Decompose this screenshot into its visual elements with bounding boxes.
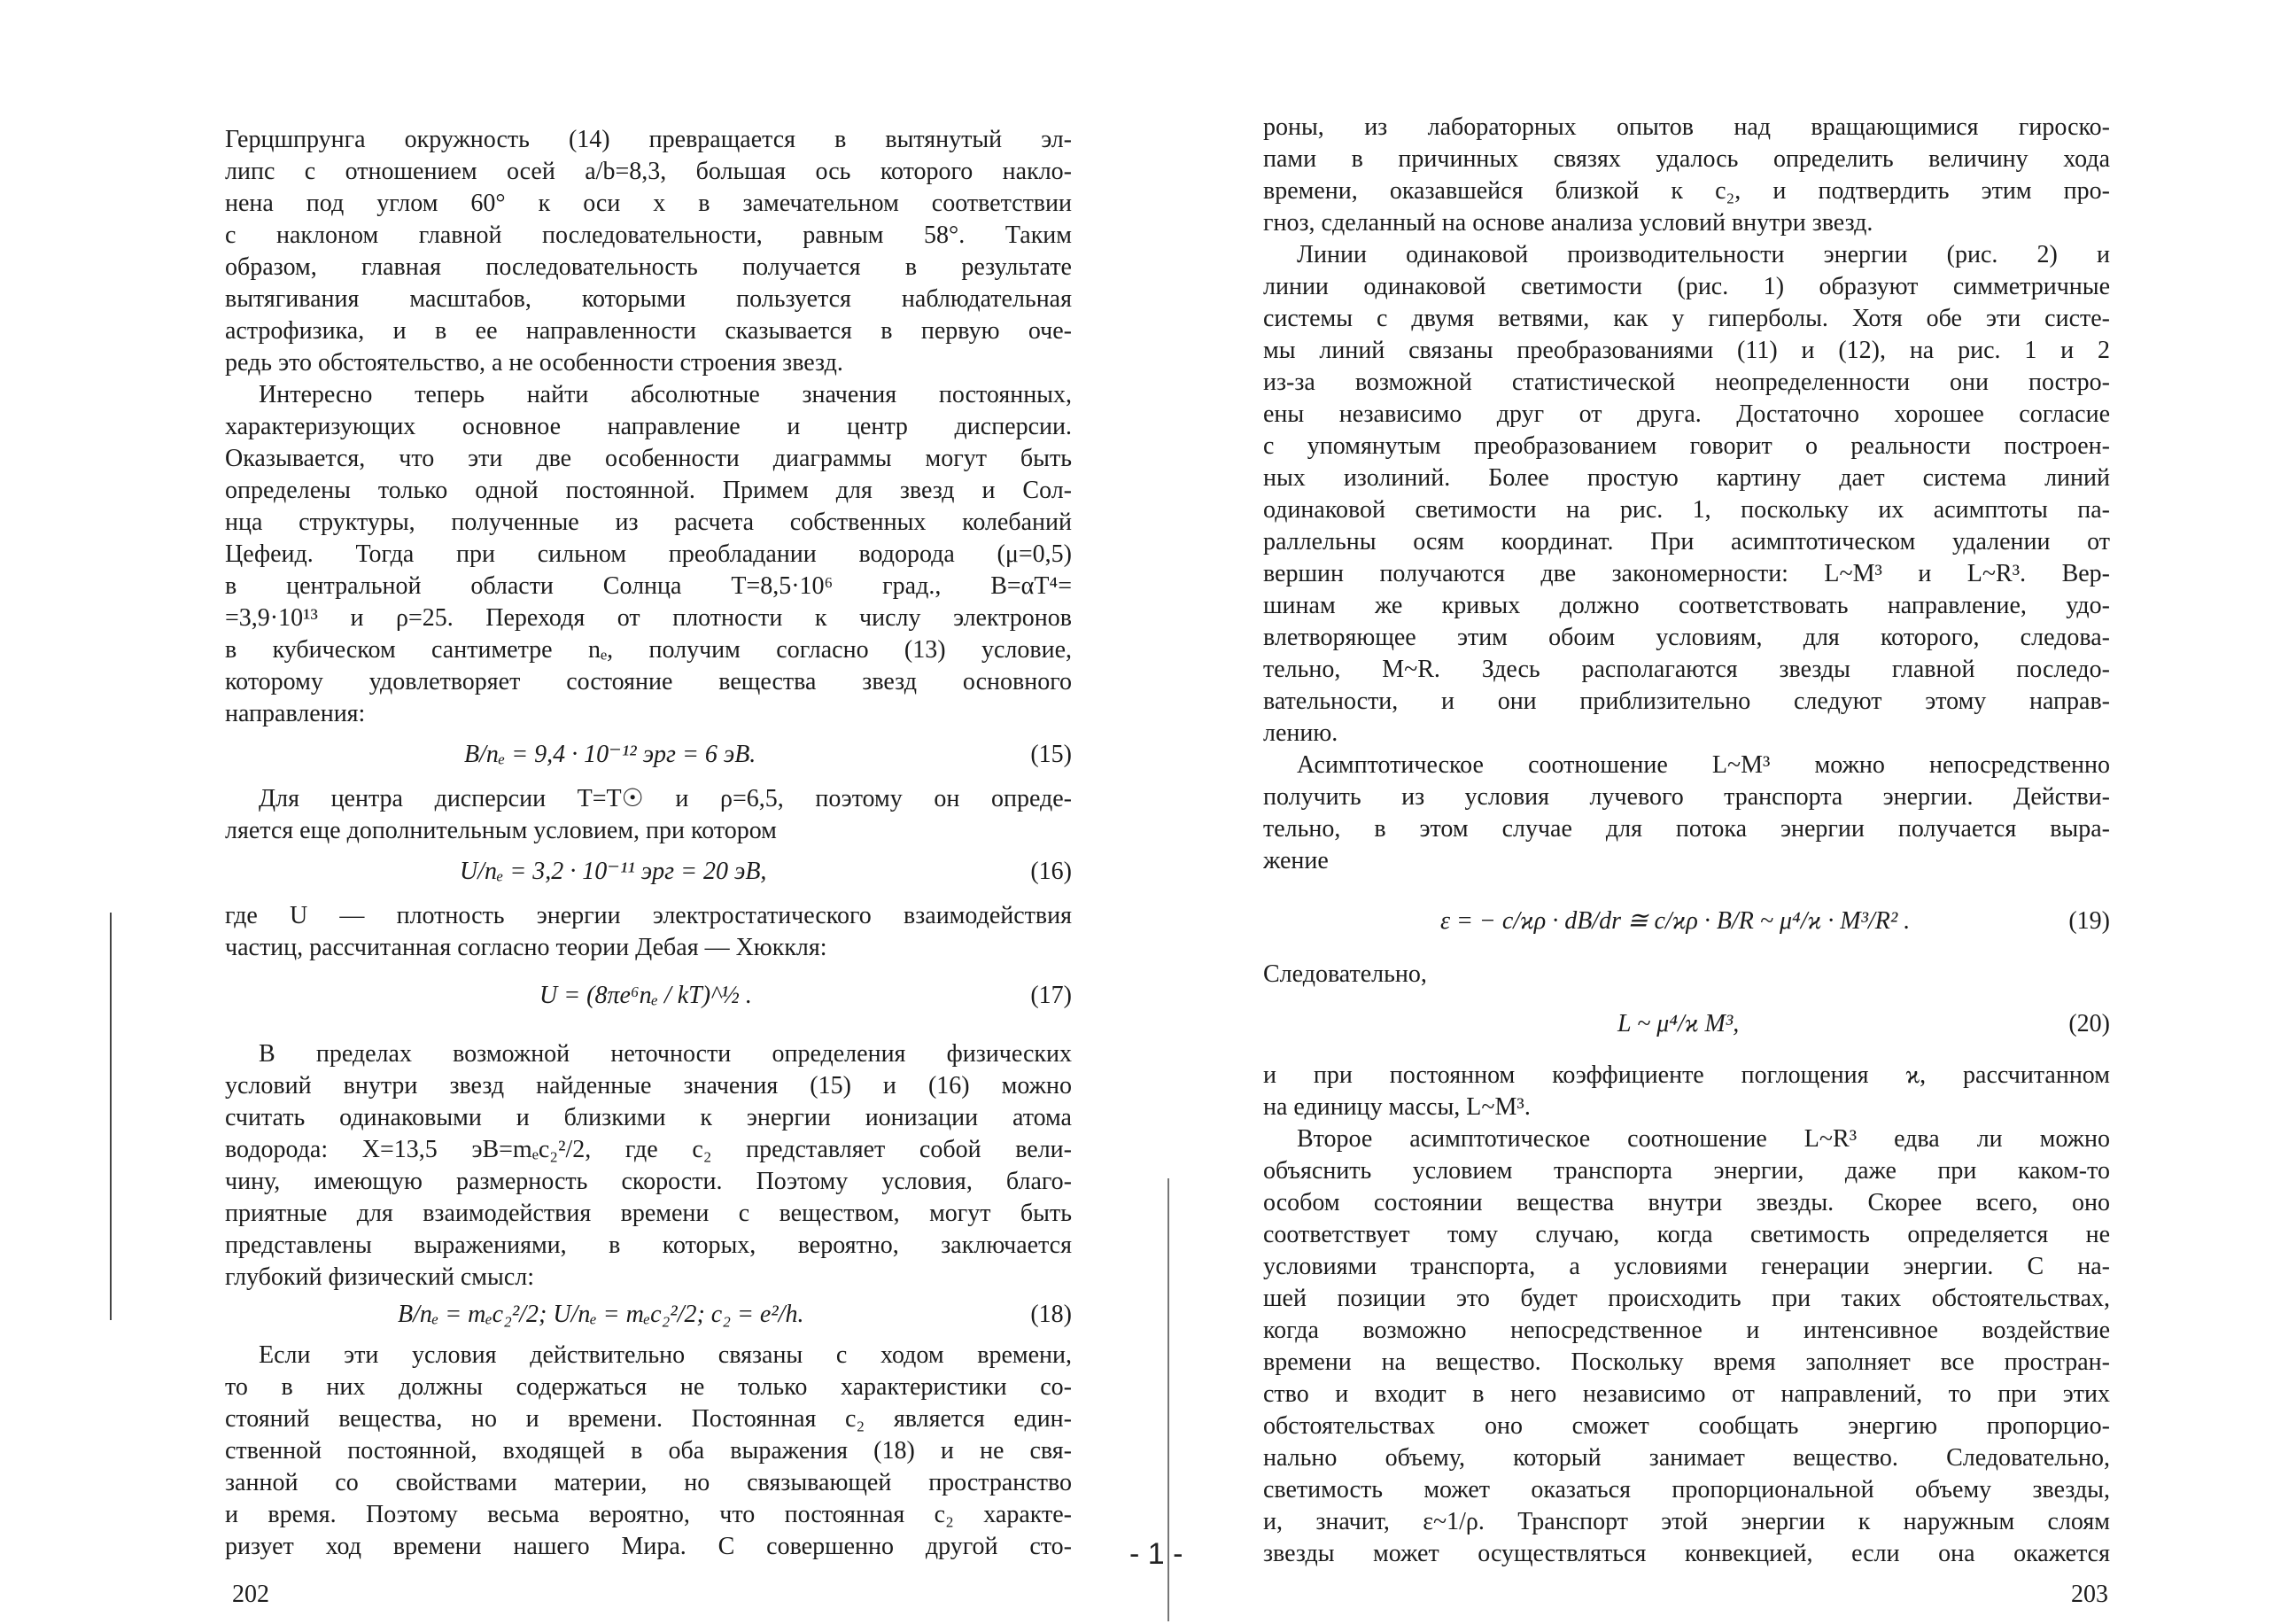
text-line: звезды может осуществляться конвекцией, если она окажется xyxy=(1263,1540,2110,1567)
text-line: Цефеид. Тогда при сильном преобладании водорода (μ=0,5) xyxy=(225,540,1072,568)
text-line: когда возможно непосредственное и интенсивное воздействие xyxy=(1263,1317,2110,1344)
page-number: 202 xyxy=(232,1581,269,1608)
left-margin-rule xyxy=(110,913,112,1320)
text-line: =3,9·10¹³ и ρ=25. Переходя от плотности к числу электронов xyxy=(225,604,1072,632)
text-line: Линии одинаковой производительности энергии (рис. 2) и xyxy=(1297,241,2110,268)
text-line: представлены выражениями, в которых, вероятно, заключается xyxy=(225,1232,1072,1259)
equation-expression: U/nₑ = 3,2 · 10⁻¹¹ эрг = 20 эВ, xyxy=(460,858,767,885)
text-line: соответствует тому случаю, когда светимость определяется не xyxy=(1263,1221,2110,1248)
equation-expression: L ~ μ⁴/ϰ M³, xyxy=(1617,1010,1740,1037)
text-line: определены только одной постоянной. Примем для звезд и Сол- xyxy=(225,477,1072,504)
text-line: вательности, и они приблизительно следуют этому направ- xyxy=(1263,688,2110,715)
equation-expression: B/nₑ = mₑc₂²/2; U/nₑ = mₑc₂²/2; c₂ = e²/h. xyxy=(398,1301,804,1328)
equation-15 xyxy=(225,737,1072,773)
right-page xyxy=(1263,0,2110,1624)
text-line: системы с двумя ветвями, как у гиперболы. Хотя обе эти систе- xyxy=(1263,305,2110,332)
text-line: обстоятельствах оно сможет сообщать энергию пропорцио- xyxy=(1263,1412,2110,1440)
text-line: и, значит, ε~1/ρ. Транспорт этой энергии к наружным слоям xyxy=(1263,1508,2110,1535)
text-line: характеризующих основное направление и центр дисперсии. xyxy=(225,413,1072,440)
text-line: влетворяющее этим обоим условиям, для которого, следова- xyxy=(1263,624,2110,651)
equation-number: (20) xyxy=(2068,1010,2110,1037)
text-line: ство и входит в него независимо от направлений, то при этих xyxy=(1263,1380,2110,1408)
text-line: Оказывается, что эти две особенности диаграммы могут быть xyxy=(225,445,1072,472)
equation-expression: B/nₑ = 9,4 · 10⁻¹² эрг = 6 эВ. xyxy=(464,741,756,768)
text-line: из-за возможной статистической неопределенности они постро- xyxy=(1263,369,2110,396)
text-line: линии одинаковой светимости (рис. 1) образуют симметричные xyxy=(1263,273,2110,300)
text-line: пами в причинных связях удалось определить величину хода xyxy=(1263,145,2110,173)
left-page xyxy=(225,0,1072,1624)
equation-expression: ε = − c/ϰρ · dB/dr ≅ c/ϰρ · B/R ~ μ⁴/ϰ · M³/R² . xyxy=(1440,907,1911,935)
text-line: направления: xyxy=(225,700,366,727)
text-line: шей позиции это будет происходить при таких обстоятельствах, xyxy=(1263,1285,2110,1312)
text-line: времени, оказавшейся близкой к c₂, и подтвердить этим про- xyxy=(1263,177,2110,205)
text-line: вытягивания масштабов, которыми пользуется наблюдательная xyxy=(225,285,1072,313)
equation-16 xyxy=(225,854,1072,890)
text-line: лению. xyxy=(1263,719,1338,747)
equation-17 xyxy=(225,978,1072,1014)
text-line: Интересно теперь найти абсолютные значения постоянных, xyxy=(259,381,1072,408)
text-line: образом, главная последовательность получается в результате xyxy=(225,253,1072,281)
text-line: гноз, сделанный на основе анализа условий внутри звезд. xyxy=(1263,209,1873,237)
text-line: тельно, M~R. Здесь располагаются звезды главной последо- xyxy=(1263,656,2110,683)
text-line: занной со свойствами материи, но связывающей пространство xyxy=(225,1469,1072,1496)
equation-19 xyxy=(1263,904,2110,939)
text-line: условий внутри звезд найденные значения (15) и (16) можно xyxy=(225,1072,1072,1100)
text-line: считать одинаковыми и близкими к энергии ионизации атома xyxy=(225,1104,1072,1131)
equation-expression: U = (8πe⁶nₑ / kT)^½ . xyxy=(539,982,752,1009)
text-line: шинам же кривых должно соответствовать направление, удо- xyxy=(1263,592,2110,619)
equation-20 xyxy=(1263,1006,2110,1042)
text-line: нца структуры, полученные из расчета собственных колебаний xyxy=(225,509,1072,536)
page-number: 203 xyxy=(2071,1581,2108,1608)
equation-18 xyxy=(225,1297,1072,1333)
text-line: одинаковой светимости на рис. 1, поскольку их асимптоты па- xyxy=(1263,496,2110,524)
text-line: ных изолиний. Более простую картину дает система линий xyxy=(1263,464,2110,492)
equation-number: (17) xyxy=(1030,982,1072,1009)
text-line: где U — плотность энергии электростатического взаимодействия xyxy=(225,902,1072,929)
text-line: глубокий физический смысл: xyxy=(225,1263,535,1291)
text-line: ственной постоянной, входящей в оба выражения (18) и не свя- xyxy=(225,1437,1072,1465)
equation-number: (18) xyxy=(1030,1301,1072,1328)
text-line: астрофизика, и в ее направленности сказывается в первую оче- xyxy=(225,317,1072,345)
text-line: вершин получаются две закономерности: L~M³ и L~R³. Вер- xyxy=(1263,560,2110,587)
text-line: тельно, в этом случае для потока энергии получается выра- xyxy=(1263,815,2110,843)
text-line: роны, из лабораторных опытов над вращающимися гироско- xyxy=(1263,113,2110,141)
text-line: и время. Поэтому весьма вероятно, что постоянная c₂ характе- xyxy=(225,1501,1072,1528)
text-line: мы линий связаны преобразованиями (11) и (12), на рис. 1 и 2 xyxy=(1263,337,2110,364)
text-line: Следовательно, xyxy=(1263,960,1427,988)
text-line: ены независимо друг от друга. Достаточно хорошее согласие xyxy=(1263,400,2110,428)
text-line: ляется еще дополнительным условием, при котором xyxy=(225,817,777,844)
text-line: светимость может оказаться пропорциональной объему звезды, xyxy=(1263,1476,2110,1504)
text-line: то в них должны содержаться не только характеристики со- xyxy=(225,1373,1072,1401)
text-line: с наклоном главной последовательности, равным 58°. Таким xyxy=(225,221,1072,249)
equation-number: (16) xyxy=(1030,858,1072,885)
text-line: чину, имеющую размерность скорости. Поэтому условия, благо- xyxy=(225,1168,1072,1195)
text-line: которому удовлетворяет состояние вещества звезд основного xyxy=(225,668,1072,695)
text-line: с упомянутым преобразованием говорит о реальности построен- xyxy=(1263,432,2110,460)
equation-number: (19) xyxy=(2068,907,2110,935)
text-line: Если эти условия действительно связаны с ходом времени, xyxy=(259,1341,1072,1369)
text-line: водорода: X=13,5 эВ=mₑc₂²/2, где c₂ представляет собой вели- xyxy=(225,1136,1072,1163)
text-line: нально объему, который занимает вещество. Следовательно, xyxy=(1263,1444,2110,1472)
text-line: условиями транспорта, а условиями генерации энергии. С на- xyxy=(1263,1253,2110,1280)
text-line: в кубическом сантиметре nₑ, получим согласно (13) условие, xyxy=(225,636,1072,664)
text-line: Асимптотическое соотношение L~M³ можно непосредственно xyxy=(1297,751,2110,779)
text-line: раллельны осям координат. При асимптотическом удалении от xyxy=(1263,528,2110,556)
text-line: стояний вещества, но и времени. Постоянная c₂ является един- xyxy=(225,1405,1072,1433)
text-line: Второе асимптотическое соотношение L~R³ едва ли можно xyxy=(1297,1125,2110,1153)
text-line: частиц, рассчитанная согласно теории Дебая — Хюккля: xyxy=(225,934,827,961)
text-line: жение xyxy=(1263,847,1329,874)
text-line: липс с отношением осей a/b=8,3, большая ось которого накло- xyxy=(225,158,1072,185)
scan-page-marker: - 1 - xyxy=(1129,1537,1183,1571)
text-line: приятные для взаимодействия времени с веществом, могут быть xyxy=(225,1200,1072,1227)
equation-number: (15) xyxy=(1030,741,1072,768)
text-line: времени на вещество. Поскольку время заполняет все простран- xyxy=(1263,1348,2110,1376)
text-line: Герцшпрунга окружность (14) превращается в вытянутый эл- xyxy=(225,126,1072,153)
text-line: объяснить условием транспорта энергии, даже при каком-то xyxy=(1263,1157,2110,1185)
text-line: Для центра дисперсии T=T☉ и ρ=6,5, поэтому он опреде- xyxy=(259,785,1072,812)
text-line: на единицу массы, L~M³. xyxy=(1263,1093,1531,1121)
text-line: и при постоянном коэффициенте поглощения ϰ, рассчитанном xyxy=(1263,1061,2110,1089)
text-line: В пределах возможной неточности определения физических xyxy=(259,1040,1072,1068)
text-line: ризует ход времени нашего Мира. С совершенно другой сто- xyxy=(225,1533,1072,1560)
text-line: нена под углом 60° к оси x в замечательном соответствии xyxy=(225,190,1072,217)
text-line: в центральной области Солнца T=8,5·10⁶ град., B=αT⁴= xyxy=(225,572,1072,600)
text-line: редь это обстоятельство, а не особенности строения звезд. xyxy=(225,349,843,377)
text-line: особом состоянии вещества внутри звезды. Скорее всего, оно xyxy=(1263,1189,2110,1216)
text-line: получить из условия лучевого транспорта энергии. Действи- xyxy=(1263,783,2110,811)
